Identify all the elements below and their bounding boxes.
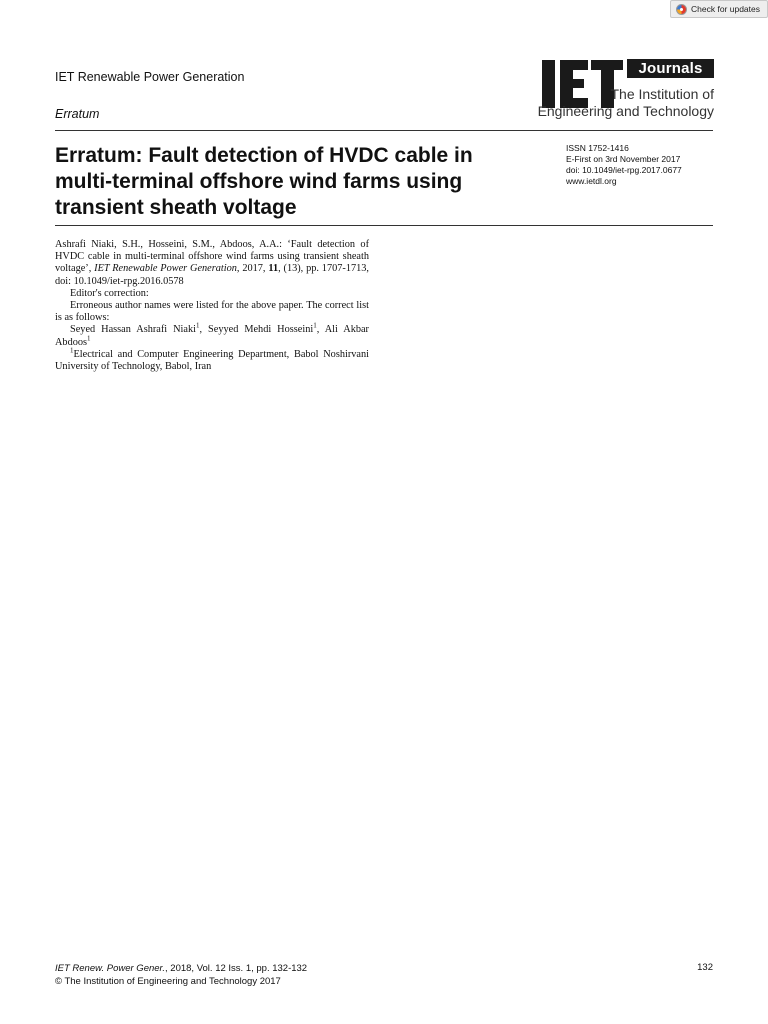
original-reference (55, 239, 369, 288)
check-for-updates-label: Check for updates (691, 4, 760, 14)
affiliation-text: Electrical and Computer Engineering Department, Babol Noshirvani University of Technology, Babol, Iran (55, 348, 369, 373)
crossmark-icon (676, 4, 687, 15)
doi: doi: 10.1049/iet-rpg.2017.0677 (566, 165, 682, 175)
affiliation-marker: 1 (87, 334, 91, 343)
footer-citation (55, 962, 307, 988)
title-divider (55, 225, 713, 226)
header-divider (55, 130, 713, 131)
footer-citation-details: , 2018, Vol. 12 Iss. 1, pp. 132-132 (165, 963, 308, 974)
affiliation-marker: 1 (196, 322, 200, 330)
check-for-updates-button[interactable] (670, 0, 768, 18)
author-name: Ali Akbar Abdoos (55, 324, 369, 348)
affiliation-marker: 1 (70, 346, 74, 355)
page-number: 132 (697, 962, 713, 973)
issn: ISSN 1752-1416 (566, 143, 629, 153)
section-label: Erratum (55, 107, 100, 121)
logo-institution-line1: The Institution of (610, 86, 714, 102)
footer-journal-abbrev: IET Renew. Power Gener. (55, 963, 166, 974)
article-metadata (566, 143, 682, 187)
iet-journals-logo (537, 58, 715, 122)
website-link[interactable]: www.ietdl.org (566, 176, 617, 186)
reference-journal: IET Renewable Power Generation (94, 263, 237, 275)
corrected-author-list: Seyed Hassan Ashrafi Niaki$^1$, Seyyed Mehdi Hosseini$^1$, Ali Akbar Abdoos$^1$ (55, 322, 369, 348)
erratum-body (55, 239, 369, 373)
journal-name: IET Renewable Power Generation (55, 70, 245, 84)
reference-volume: 11 (268, 263, 279, 275)
reference-authors: Ashrafi Niaki, S.H., Hosseini, S.M., Abdoos, A.A.: ‘Fault detection of HVDC cable in multi-terminal offshore wind farms using transient sheath voltage’, (55, 239, 369, 275)
affiliation-marker: 1 (313, 322, 317, 330)
reference-year: , 2017, (236, 263, 269, 275)
logo-institution-line2: Engineering and Technology (537, 103, 714, 119)
erroneous-names-note: Erroneous author names were listed for the above paper. The correct list is as follows: (55, 300, 369, 324)
footer-copyright: © The Institution of Engineering and Technology 2017 (55, 976, 281, 987)
author-name: Seyed Hassan Ashrafi Niaki (70, 324, 196, 336)
article-title: Erratum: Fault detection of HVDC cable in multi-terminal offshore wind farms using transient sheath voltage (55, 144, 473, 219)
e-first-date: E-First on 3rd November 2017 (566, 154, 681, 164)
affiliation (55, 346, 369, 373)
editor-correction-heading: Editor's correction: (70, 287, 149, 299)
author-name: Seyyed Mehdi Hosseini (208, 324, 314, 336)
logo-journals-label: Journals (627, 59, 714, 78)
reference-details: , (13), pp. 1707-1713, doi: 10.1049/iet-rpg.2016.0578 (55, 263, 369, 287)
